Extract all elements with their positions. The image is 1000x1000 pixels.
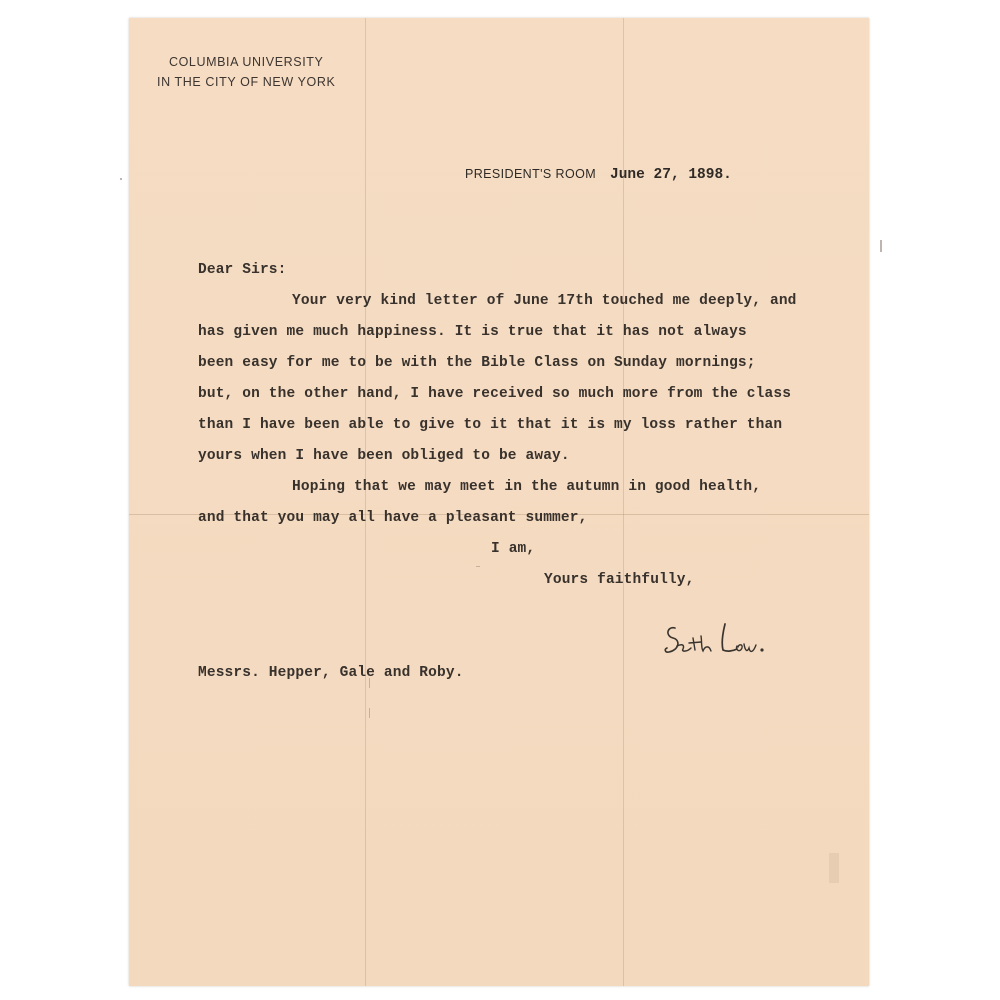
- presidents-room-label: PRESIDENT'S ROOM: [465, 167, 597, 181]
- edge-speck: [120, 178, 122, 180]
- body-line: and that you may all have a pleasant summer,: [198, 510, 588, 526]
- salutation: Dear Sirs:: [198, 262, 287, 278]
- ink-speck: [369, 678, 370, 688]
- letterhead-line-2: IN THE CITY OF NEW YORK: [157, 75, 336, 89]
- vertical-fold-line: [365, 18, 366, 986]
- body-line: than I have been able to give to it that it is my loss rather than: [198, 417, 783, 433]
- edge-speck: [880, 240, 882, 252]
- body-line: but, on the other hand, I have received so much more from the class: [198, 386, 792, 402]
- faint-pencil-mark: [829, 853, 839, 883]
- letterhead-line-1: COLUMBIA UNIVERSITY: [168, 55, 324, 69]
- body-line: Hoping that we may meet in the autumn in good health,: [292, 479, 762, 495]
- letterhead: [157, 52, 335, 92]
- closing-yours-faithfully: Yours faithfully,: [544, 572, 695, 588]
- addressee: Messrs. Hepper, Gale and Roby.: [198, 665, 464, 681]
- body-line: yours when I have been obliged to be away.: [198, 448, 570, 464]
- letter-date: June 27, 1898.: [610, 167, 732, 183]
- handwritten-signature: [661, 616, 771, 666]
- body-line: been easy for me to be with the Bible Class on Sunday mornings;: [198, 355, 756, 371]
- ink-speck: [476, 566, 480, 567]
- dateline: [465, 165, 732, 183]
- letter-page: [129, 18, 869, 986]
- ink-speck: [369, 708, 370, 718]
- body-line: has given me much happiness. It is true that it has not always: [198, 324, 747, 340]
- closing-i-am: I am,: [491, 541, 536, 557]
- vertical-fold-line: [623, 18, 624, 986]
- body-line: Your very kind letter of June 17th touched me deeply, and: [292, 293, 797, 309]
